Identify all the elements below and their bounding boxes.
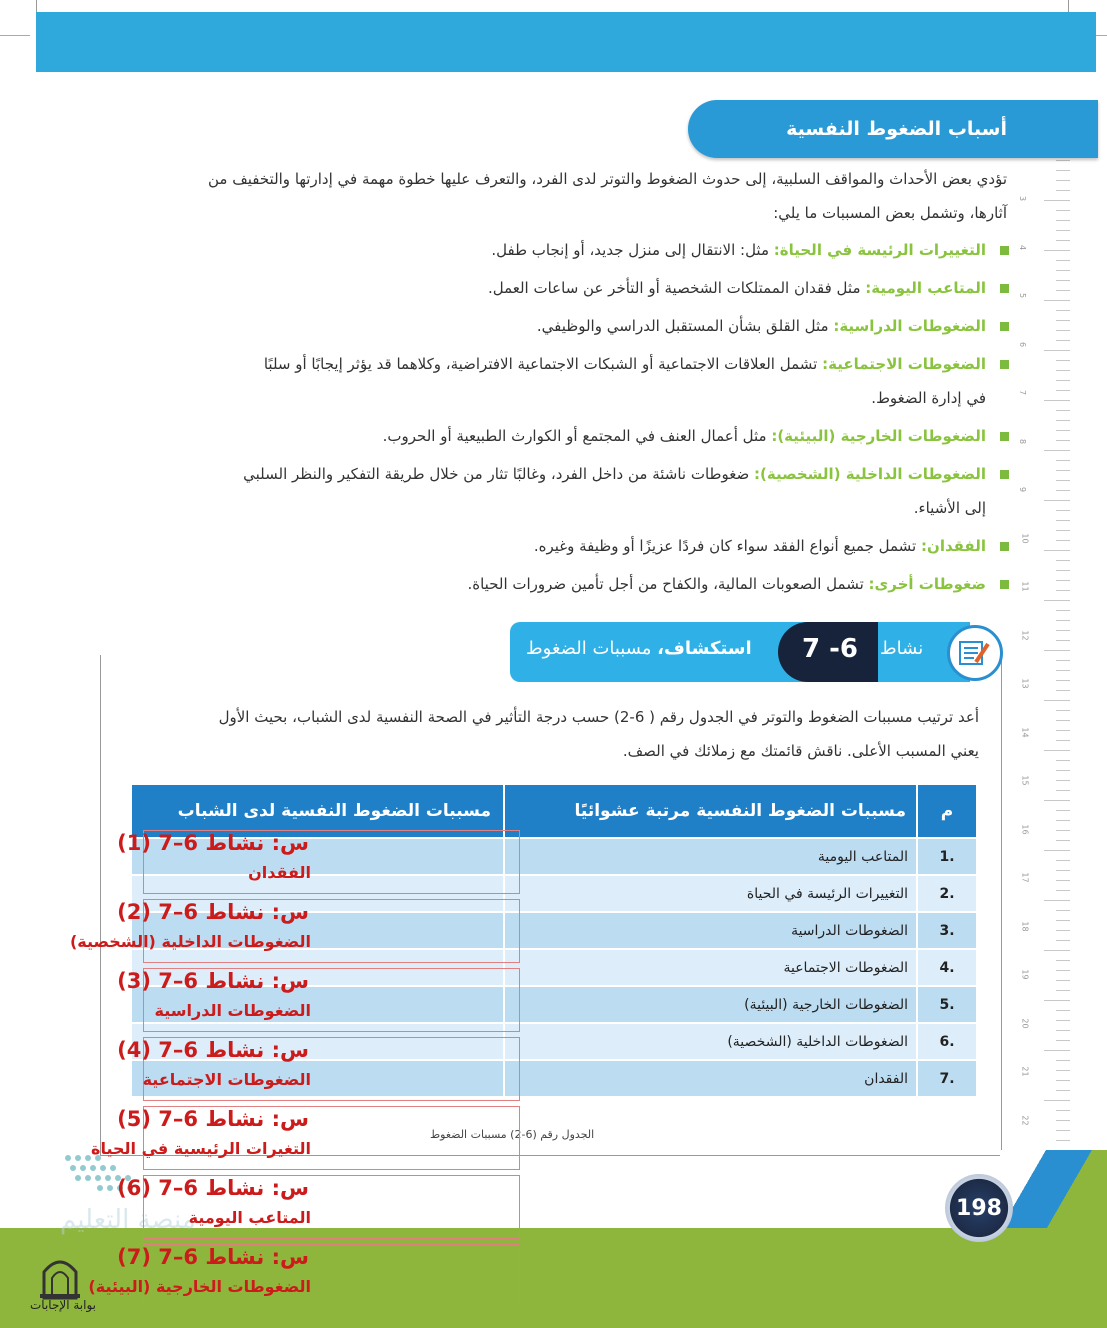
ruler-number: 7 xyxy=(1018,389,1028,396)
bullet-square-icon xyxy=(1000,360,1009,369)
intro-line: تؤدي بعض الأحداث والمواقف السلبية، إلى حدوث الضغوط والتوتر لدى الفرد، والتعرف عليها خطوة مهمة في إدارتها والتخفيف من xyxy=(208,170,1007,188)
ruler-tick xyxy=(1056,990,1070,991)
answer-box xyxy=(117,968,520,1032)
ruler-tick xyxy=(1056,730,1070,731)
ruler-tick xyxy=(1044,750,1070,751)
ruler-tick xyxy=(1056,660,1070,661)
column-header-number: م xyxy=(917,784,977,838)
ruler-tick xyxy=(1044,900,1070,901)
ruler-tick xyxy=(1056,330,1070,331)
ruler-number: 19 xyxy=(1020,969,1030,980)
ruler-tick xyxy=(1056,410,1070,411)
bullet-text: تشمل جميع أنواع الفقد سواء كان فردًا عزيزًا أو وظيفة وغيره. xyxy=(533,537,922,555)
ruler-tick xyxy=(1056,790,1070,791)
answer-question: س: نشاط 6–7 (3) xyxy=(117,969,309,993)
ruler-tick xyxy=(1044,800,1070,801)
ruler-tick xyxy=(1056,570,1070,571)
row-number: .1 xyxy=(917,838,977,875)
ruler-tick xyxy=(1056,860,1070,861)
ruler-tick xyxy=(1056,740,1070,741)
ruler-tick xyxy=(1056,780,1070,781)
ruler-tick xyxy=(1056,1020,1070,1021)
ruler-tick xyxy=(1056,160,1070,161)
ruler-tick xyxy=(1056,1060,1070,1061)
bullet-square-icon xyxy=(1000,246,1009,255)
ruler-tick xyxy=(1044,700,1070,701)
answer-text: الضغوطات الاجتماعية xyxy=(142,1070,311,1089)
ruler-tick xyxy=(1056,460,1070,461)
ruler-tick xyxy=(1044,400,1070,401)
ruler-tick xyxy=(1056,210,1070,211)
ruler-number: 11 xyxy=(1020,581,1030,592)
bullet-keyword: الضغوطات الداخلية (الشخصية): xyxy=(754,465,986,483)
ruler-tick xyxy=(1056,870,1070,871)
row-item: الفقدان xyxy=(504,1060,917,1097)
ruler-tick xyxy=(1056,880,1070,881)
answer-box xyxy=(117,830,520,894)
ruler-tick xyxy=(1056,640,1070,641)
ruler-tick xyxy=(1056,1080,1070,1081)
bullet-keyword: التغييرات الرئيسة في الحياة: xyxy=(773,241,986,259)
ruler-tick xyxy=(1044,600,1070,601)
answer-question: س: نشاط 6–7 (5) xyxy=(117,1107,309,1131)
logo-text: بوابة الإجابات xyxy=(30,1298,97,1312)
ruler-number: 8 xyxy=(1018,438,1028,444)
ruler-tick xyxy=(1056,380,1070,381)
ruler-number: 3 xyxy=(1018,195,1028,202)
bullet-keyword: ضغوطات أخرى: xyxy=(868,575,986,593)
ruler-tick xyxy=(1056,370,1070,371)
activity-number: 7 -6 xyxy=(802,634,859,664)
section-title: أسباب الضغوط النفسية xyxy=(786,118,1007,140)
bullet-keyword: المتاعب اليومية: xyxy=(865,279,986,297)
ruler-number: 20 xyxy=(1020,1017,1030,1029)
ruler-number: 12 xyxy=(1020,629,1030,641)
ruler-number: 4 xyxy=(1018,244,1028,250)
ruler-tick xyxy=(1056,480,1070,481)
answer-question: س: نشاط 6–7 (1) xyxy=(117,831,309,855)
ruler-tick xyxy=(1056,340,1070,341)
list-item-continuation: إلى الأشياء. xyxy=(913,499,986,517)
bullet-keyword: الضغوطات الاجتماعية: xyxy=(822,355,986,373)
row-item: الضغوطات الدراسية xyxy=(504,912,917,949)
ruler-tick xyxy=(1056,430,1070,431)
bullet-square-icon xyxy=(1000,580,1009,589)
ruler-tick xyxy=(1056,360,1070,361)
ruler-tick xyxy=(1056,920,1070,921)
answer-text: الفقدان xyxy=(248,863,311,882)
row-item: التغييرات الرئيسة في الحياة xyxy=(504,875,917,912)
list-item xyxy=(109,529,1009,563)
ruler-tick xyxy=(1044,300,1070,301)
ruler-number: 16 xyxy=(1020,823,1030,835)
answer-text: الضغوطات الدراسية xyxy=(154,1001,311,1020)
ruler-tick xyxy=(1044,550,1070,551)
bullet-square-icon xyxy=(1000,322,1009,331)
instruction-line: يعني المسبب الأعلى. ناقش قائمتك مع زملائك في الصف. xyxy=(622,742,979,760)
intro-paragraph xyxy=(95,162,1007,230)
ruler-tick xyxy=(1056,490,1070,491)
row-item: المتاعب اليومية xyxy=(504,838,917,875)
ruler-tick xyxy=(1056,1130,1070,1131)
bullet-list xyxy=(109,233,1009,601)
ruler-tick xyxy=(1044,1050,1070,1051)
footer-stripe xyxy=(1000,1150,1107,1230)
bullet-keyword: الضغوطات الخارجية (البيئية): xyxy=(771,427,986,445)
ruler-tick xyxy=(1056,580,1070,581)
ruler-tick xyxy=(1044,950,1070,951)
ruler-tick xyxy=(1056,240,1070,241)
ruler-tick xyxy=(1056,1120,1070,1121)
ruler-tick xyxy=(1056,690,1070,691)
ruler-tick xyxy=(1044,450,1070,451)
answer-box xyxy=(91,1106,520,1170)
ruler-tick xyxy=(1056,630,1070,631)
bullet-text: ضغوطات ناشئة من داخل الفرد، وغالبًا تثار من خلال طريقة التفكير والنظر السلبي xyxy=(243,465,754,483)
row-item: الضغوطات الاجتماعية xyxy=(504,949,917,986)
answer-question: س: نشاط 6–7 (2) xyxy=(117,900,309,924)
column-header-random: مسببات الضغوط النفسية مرتبة عشوائيًا xyxy=(504,784,917,838)
row-number: .6 xyxy=(917,1023,977,1060)
ruler-tick xyxy=(1056,520,1070,521)
ruler-tick xyxy=(1056,510,1070,511)
ruler-tick xyxy=(1056,310,1070,311)
ruler-tick xyxy=(1056,560,1070,561)
ruler-tick xyxy=(1044,850,1070,851)
list-item xyxy=(109,419,1009,453)
ruler-number: 21 xyxy=(1020,1066,1030,1077)
ruler-tick xyxy=(1056,890,1070,891)
ruler-tick xyxy=(1056,610,1070,611)
answer-box xyxy=(88,1244,520,1308)
ruler-number: 5 xyxy=(1018,292,1028,299)
bullet-text: مثل: الانتقال إلى منزل جديد، أو إنجاب طفل. xyxy=(491,241,774,259)
ruler-tick xyxy=(1044,350,1070,351)
ruler-tick xyxy=(1056,810,1070,811)
ruler-tick xyxy=(1056,760,1070,761)
answer-text: التغيرات الرئيسية في الحياة xyxy=(91,1139,311,1158)
ruler-tick xyxy=(1056,530,1070,531)
crop-mark xyxy=(0,35,30,36)
ruler-tick xyxy=(1056,230,1070,231)
bullet-text: تشمل الصعوبات المالية، والكفاح من أجل تأمين ضرورات الحياة. xyxy=(467,575,869,593)
ruler-tick xyxy=(1056,1070,1070,1071)
ruler-tick xyxy=(1044,1000,1070,1001)
ruler-tick xyxy=(1056,770,1070,771)
ruler-tick xyxy=(1056,670,1070,671)
ruler-tick xyxy=(1056,1030,1070,1031)
ruler-number: 14 xyxy=(1020,726,1030,738)
bullet-keyword: الضغوطات الدراسية: xyxy=(833,317,986,335)
ruler-tick xyxy=(1056,620,1070,621)
page-number-badge: 198 xyxy=(945,1174,1013,1242)
ruler-number: 18 xyxy=(1020,920,1030,932)
ruler-tick xyxy=(1056,180,1070,181)
ruler-tick xyxy=(1056,720,1070,721)
ruler-tick xyxy=(1056,220,1070,221)
ruler-tick xyxy=(1056,420,1070,421)
activity-word: نشاط xyxy=(880,638,924,659)
ruler-number: 13 xyxy=(1020,678,1030,689)
ruler-tick xyxy=(1056,590,1070,591)
bullet-square-icon xyxy=(1000,470,1009,479)
ruler-tick xyxy=(1056,980,1070,981)
list-item xyxy=(109,271,1009,305)
activity-title xyxy=(526,638,752,659)
activity-title-bold: استكشاف، xyxy=(657,638,752,659)
ruler-tick xyxy=(1056,190,1070,191)
ruler-tick xyxy=(1056,710,1070,711)
ruler-tick xyxy=(1044,1100,1070,1101)
bullet-square-icon xyxy=(1000,284,1009,293)
ruler-number: 6 xyxy=(1018,341,1028,347)
row-number: .5 xyxy=(917,986,977,1023)
ruler-tick xyxy=(1056,540,1070,541)
row-number: .2 xyxy=(917,875,977,912)
ruler-tick xyxy=(1056,830,1070,831)
ruler-tick xyxy=(1056,440,1070,441)
ruler-tick xyxy=(1044,650,1070,651)
row-number: .4 xyxy=(917,949,977,986)
answer-question: س: نشاط 6–7 (7) xyxy=(117,1245,309,1269)
list-item xyxy=(109,347,1009,381)
list-item xyxy=(109,309,1009,343)
side-ruler xyxy=(1020,150,1070,1170)
list-item xyxy=(109,567,1009,601)
ruler-tick xyxy=(1056,680,1070,681)
ruler-tick xyxy=(1044,200,1070,201)
answer-question: س: نشاط 6–7 (4) xyxy=(117,1038,309,1062)
activity-header xyxy=(510,622,1008,684)
ruler-tick xyxy=(1056,1110,1070,1111)
ruler-number: 9 xyxy=(1018,486,1028,493)
bullet-text: مثل فقدان الممتلكات الشخصية أو التأخر عن ساعات العمل. xyxy=(487,279,866,297)
ruler-tick xyxy=(1044,500,1070,501)
ruler-number: 17 xyxy=(1020,872,1030,883)
ruler-tick xyxy=(1056,1040,1070,1041)
intro-line: آثارها، وتشمل بعض المسببات ما يلي: xyxy=(773,204,1007,222)
ruler-tick xyxy=(1056,940,1070,941)
ruler-tick xyxy=(1056,820,1070,821)
instruction-line: أعد ترتيب مسببات الضغوط والتوتر في الجدول رقم ( 6-2) حسب درجة التأثير في الصحة النفسية لدى الشباب، بحيث الأول xyxy=(218,708,979,726)
row-number: .3 xyxy=(917,912,977,949)
column-header-ranked: مسببات الضغوط النفسية لدى الشباب xyxy=(131,784,504,838)
activity-title-rest: مسببات الضغوط xyxy=(526,638,658,659)
ruler-tick xyxy=(1056,970,1070,971)
list-item xyxy=(109,233,1009,267)
ruler-tick xyxy=(1056,960,1070,961)
row-item: الضغوطات الخارجية (البيئية) xyxy=(504,986,917,1023)
answer-text: الضغوطات الخارجية (البيئية) xyxy=(88,1277,311,1296)
answer-text: المتاعب اليومية xyxy=(188,1208,311,1227)
ruler-tick xyxy=(1056,280,1070,281)
ruler-tick xyxy=(1056,260,1070,261)
ruler-tick xyxy=(1056,840,1070,841)
ruler-tick xyxy=(1056,320,1070,321)
ruler-tick xyxy=(1056,170,1070,171)
row-number: .7 xyxy=(917,1060,977,1097)
list-item-continuation: في إدارة الضغوط. xyxy=(871,389,986,407)
bullet-text: تشمل العلاقات الاجتماعية أو الشبكات الاجتماعية الافتراضية، وكلاهما قد يؤثر إيجابًا أو سلبًا xyxy=(263,355,823,373)
answer-box xyxy=(117,1037,520,1101)
ruler-number: 15 xyxy=(1020,775,1030,786)
row-item: الضغوطات الداخلية (الشخصية) xyxy=(504,1023,917,1060)
bullet-square-icon xyxy=(1000,432,1009,441)
ruler-tick xyxy=(1056,290,1070,291)
ruler-tick xyxy=(1056,270,1070,271)
list-item xyxy=(109,457,1009,491)
bullet-square-icon xyxy=(1000,542,1009,551)
bullet-text: مثل القلق بشأن المستقبل الدراسي والوظيفي. xyxy=(536,317,834,335)
ruler-tick xyxy=(1056,390,1070,391)
table-caption: الجدول رقم (6-2) مسببات الضغوط xyxy=(430,1128,595,1141)
ruler-tick xyxy=(1056,470,1070,471)
bullet-text: مثل أعمال العنف في المجتمع أو الكوارث الطبيعية أو الحروب. xyxy=(382,427,772,445)
activity-instructions xyxy=(119,700,979,768)
ruler-tick xyxy=(1056,910,1070,911)
ruler-tick xyxy=(1056,1090,1070,1091)
ruler-tick xyxy=(1056,930,1070,931)
bullet-keyword: الفقدان: xyxy=(921,537,986,555)
watermark: منصة التعليم xyxy=(60,1205,196,1235)
answer-question: س: نشاط 6–7 (6) xyxy=(117,1176,309,1200)
top-banner xyxy=(36,12,1096,72)
ruler-tick xyxy=(1056,1140,1070,1141)
answer-text: الضغوطات الداخلية (الشخصية) xyxy=(69,932,311,951)
pencil-notepad-icon xyxy=(947,625,1003,681)
ruler-tick xyxy=(1044,250,1070,251)
ruler-number: 10 xyxy=(1020,532,1030,544)
ruler-tick xyxy=(1056,1010,1070,1011)
ruler-number: 22 xyxy=(1020,1114,1030,1126)
crop-mark xyxy=(36,0,37,12)
answer-box xyxy=(69,899,520,963)
